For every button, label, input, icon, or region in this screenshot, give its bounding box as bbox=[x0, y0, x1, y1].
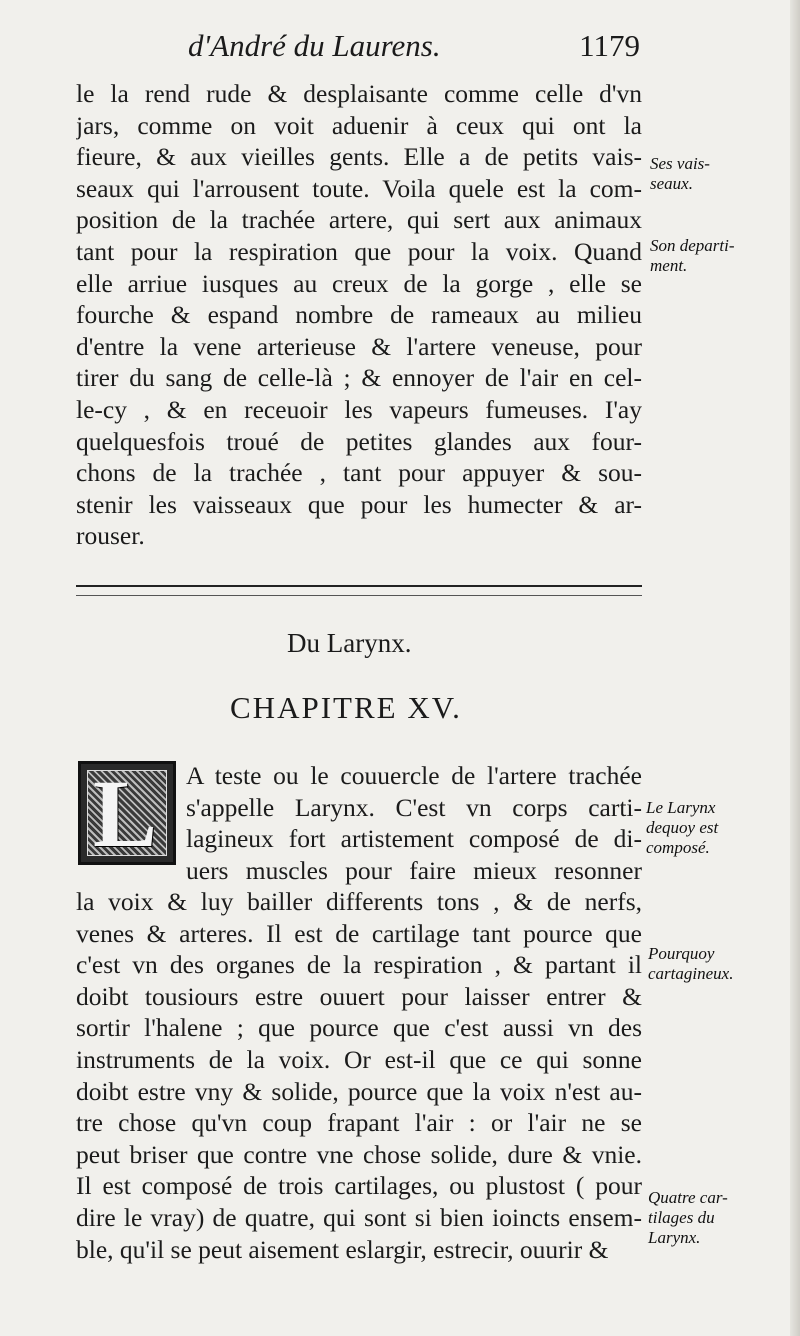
section-subtitle: Du Larynx. bbox=[287, 628, 412, 658]
text-line: d'entre la vene arterieuse & l'artere veneuse, pour bbox=[76, 331, 642, 361]
text-line: seaux qui l'arrousent toute. Voila quele est la com- bbox=[76, 173, 642, 203]
margin-note: Ses vais- seaux. bbox=[650, 154, 710, 193]
margin-note: Son departi- ment. bbox=[650, 236, 735, 275]
text-line: c'est vn des organes de la respiration , & partant il bbox=[76, 950, 642, 980]
text-line: uers muscles pour faire mieux resonner bbox=[186, 855, 642, 885]
margin-note: Le Larynx dequoy est composé. bbox=[646, 798, 719, 857]
page-header bbox=[60, 26, 640, 70]
text-line: stenir les vaisseaux que pour les humecter & ar- bbox=[76, 489, 642, 519]
margin-note: Quatre car- tilages du Larynx. bbox=[648, 1188, 728, 1247]
running-title: d'André du Laurens. bbox=[188, 28, 441, 63]
text-line: le la rend rude & desplaisante comme celle d'vn bbox=[76, 79, 642, 108]
text-line: s'appelle Larynx. C'est vn corps carti- bbox=[186, 792, 642, 822]
paragraph-larynx bbox=[76, 886, 642, 1265]
margin-note: Pourquoy cartagineux. bbox=[648, 944, 734, 983]
paragraph-trachea bbox=[76, 78, 642, 552]
text-line: dire le vray) de quatre, qui sont si bien ioincts ensem- bbox=[76, 1202, 642, 1232]
text-line: peut briser que contre vne chose solide, dure & vnie. bbox=[76, 1139, 642, 1169]
text-line: tant pour la respiration que pour la voix. Quand bbox=[76, 236, 642, 266]
text-line: venes & arteres. Il est de cartilage tant pource que bbox=[76, 918, 642, 948]
text-line: fieure, & aux vieilles gents. Elle a de petits vais- bbox=[76, 142, 642, 172]
text-line: Il est composé de trois cartilages, ou plustost ( pour bbox=[76, 1171, 642, 1201]
text-line: position de la trachée artere, qui sert aux animaux bbox=[76, 205, 642, 235]
text-line: quelquesfois troué de petites glandes aux four- bbox=[76, 426, 642, 456]
section-divider-thin bbox=[76, 595, 642, 596]
section-divider bbox=[76, 585, 642, 587]
text-line: chons de la trachée , tant pour appuyer & sou- bbox=[76, 458, 642, 488]
paragraph-larynx-opening bbox=[186, 760, 642, 886]
text-line: sortir l'halene ; que pource que c'est aussi vn des bbox=[76, 1013, 642, 1043]
text-line: la voix & luy bailler differents tons , & de nerfs, bbox=[76, 887, 642, 916]
text-line: rouser. bbox=[76, 521, 145, 551]
text-line: lagineux fort artistement composé de di- bbox=[186, 824, 642, 854]
text-line: jars, comme on voit aduenir à ceux qui ont la bbox=[76, 110, 642, 140]
text-line: tirer du sang de celle-là ; & ennoyer de l'air en cel- bbox=[76, 363, 642, 393]
text-line: le-cy , & en receuoir les vapeurs fumeuses. I'ay bbox=[76, 394, 642, 424]
chapter-heading: CHAPITRE XV. bbox=[230, 690, 462, 725]
text-line: A teste ou le couuercle de l'artere trachée bbox=[186, 761, 642, 790]
text-line: tre chose qu'vn coup frapant l'air : or l'air ne se bbox=[76, 1108, 642, 1138]
text-line: fourche & espand nombre de rameaux au milieu bbox=[76, 300, 642, 330]
ornamental-initial bbox=[78, 761, 176, 865]
initial-letter: L bbox=[93, 760, 158, 867]
text-line: doibt estre vny & solide, pource que la voix n'est au- bbox=[76, 1076, 642, 1106]
text-line: doibt tousiours estre ouuert pour laisser entrer & bbox=[76, 981, 642, 1011]
page-number: 1179 bbox=[579, 28, 640, 63]
page-edge-shadow bbox=[790, 0, 800, 1336]
text-line: ble, qu'il se peut aisement eslargir, estrecir, ouurir & bbox=[76, 1234, 609, 1264]
text-line: elle arriue iusques au creux de la gorge , elle se bbox=[76, 268, 642, 298]
text-line: instruments de la voix. Or est-il que ce qui sonne bbox=[76, 1044, 642, 1074]
